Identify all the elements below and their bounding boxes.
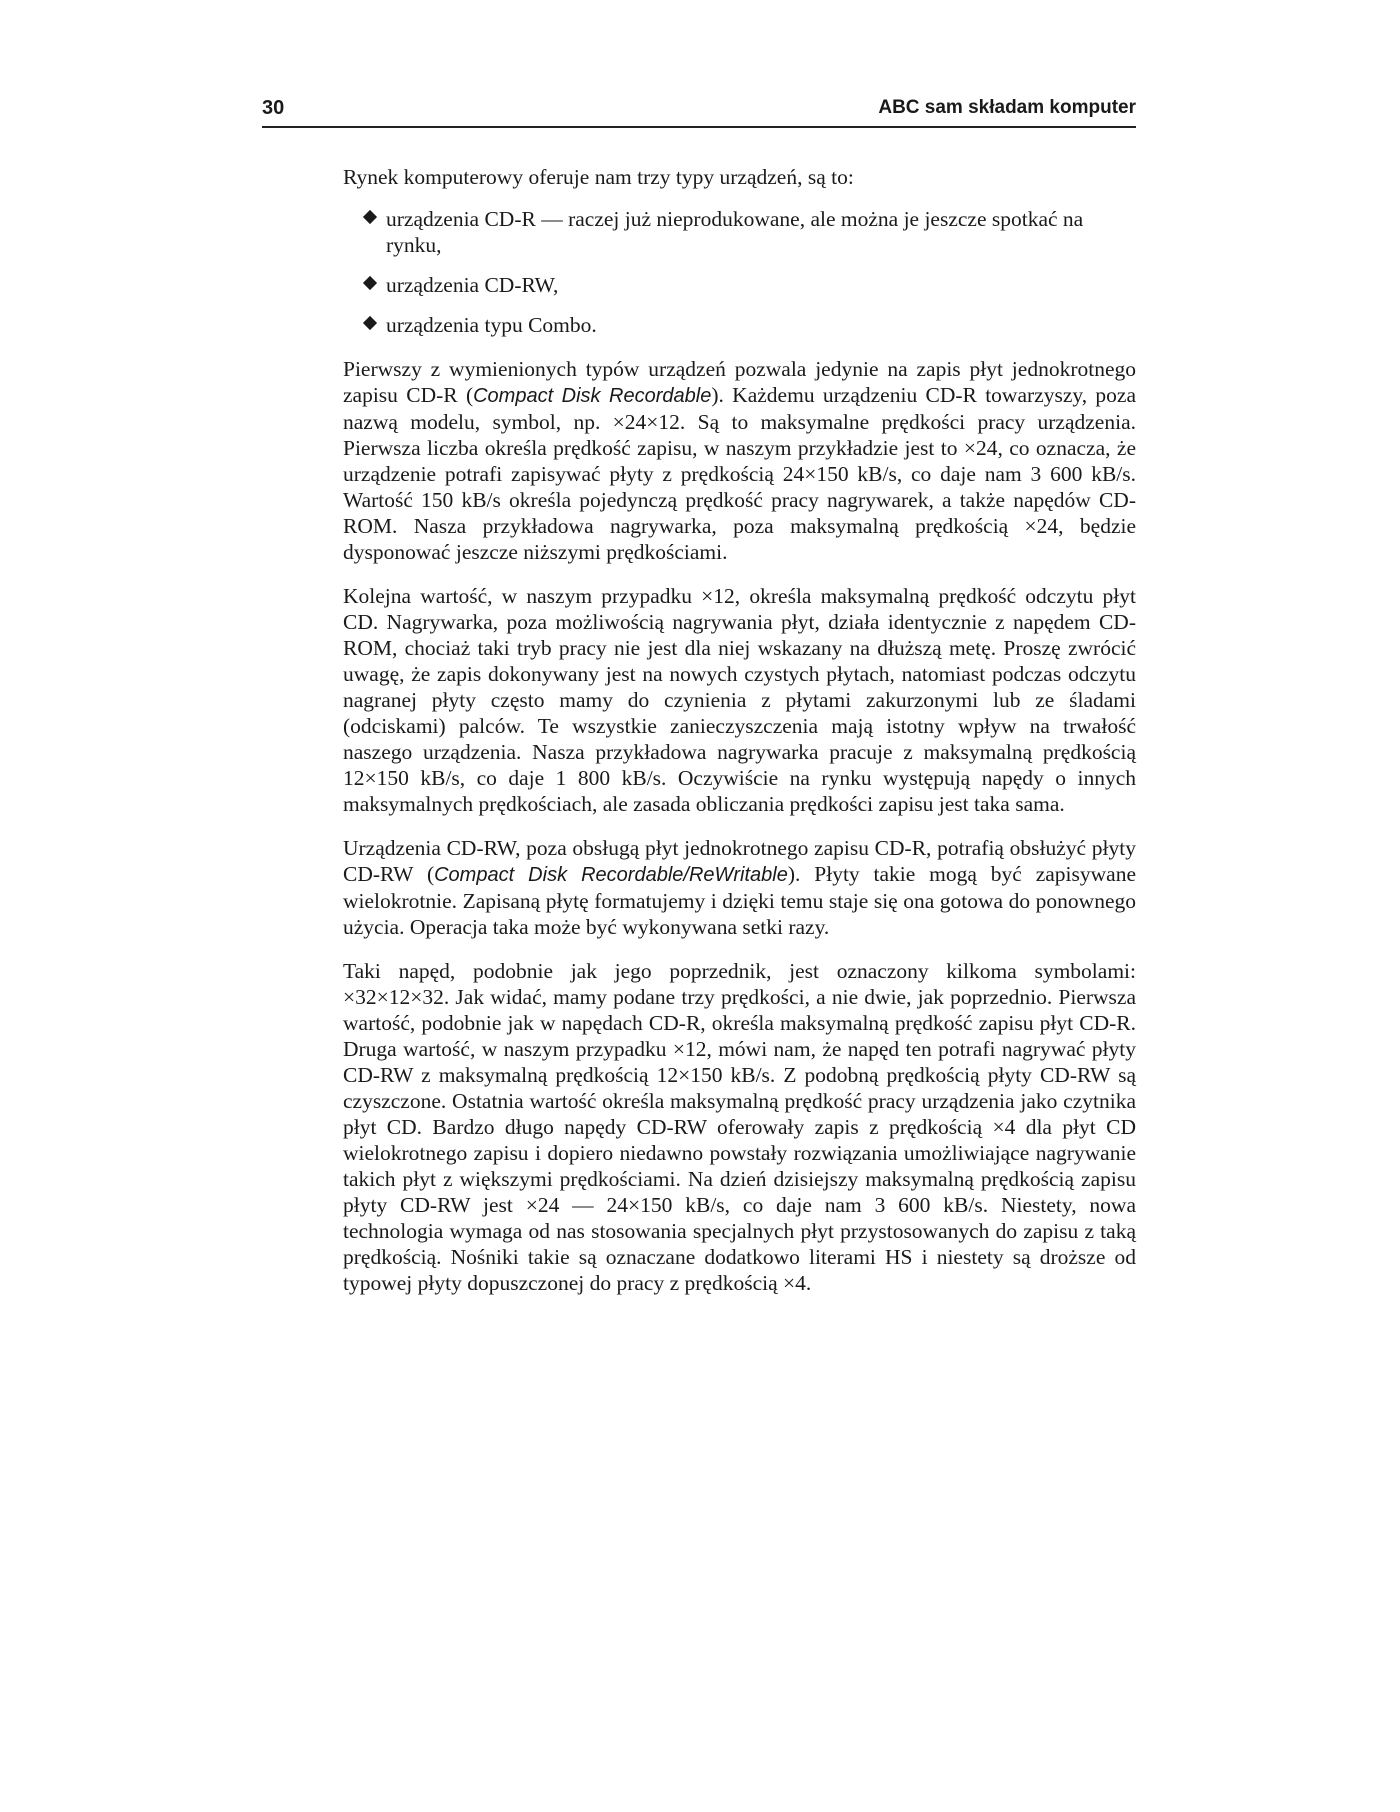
page-number: 30 bbox=[262, 97, 285, 119]
list-item-text: urządzenia typu Combo. bbox=[386, 313, 597, 337]
paragraph-cd-rw bbox=[343, 835, 1136, 940]
paragraph-cd-r bbox=[343, 356, 1136, 565]
list-item bbox=[343, 206, 1136, 258]
list-item bbox=[343, 272, 1136, 298]
list-item-text: urządzenia CD-RW, bbox=[386, 273, 559, 297]
list-item-text: urządzenia CD-R — raczej już nieprodukowane, ale można je jeszcze spotkać na rynku, bbox=[386, 207, 1084, 257]
page-header bbox=[262, 96, 1136, 128]
bullet-list bbox=[343, 206, 1136, 338]
paragraph-read-speed: Kolejna wartość, w naszym przypadku ×12, określa maksymalną prędkość odczytu płyt CD. Nagrywarka, poza możliwością nagrywania płyt, działa identycznie z napędem CD-ROM, chociaż taki tryb pracy nie jest dla niej wskazany na dłuższą metę. Proszę zwrócić uwagę, że zapis dokonywany jest na nowych czystych płytach, natomiast podczas odczytu nagranej płyty często mamy do czynienia z płytami zakurzonymi lub ze śladami (odciskami) palców. Te wszystkie zanieczyszczenia mają istotny wpływ na trwałość naszego urządzenia. Nasza przykładowa nagrywarka pracuje z maksymalną prędkością 12×150 kB/s, co daje 1 800 kB/s. Oczywiście na rynku występują napędy o innych maksymalnych prędkościach, ale zasada obliczania prędkości zapisu jest taka sama. bbox=[343, 584, 1136, 816]
diamond-bullet-icon bbox=[363, 316, 377, 330]
paragraph-text: Urządzenia CD-RW, poza obsługą płyt jednokrotnego zapisu CD-R, potrafią obsłużyć płyty CD-RW ( bbox=[343, 836, 1136, 886]
paragraph-text: ). Każdemu urządzeniu CD-R towarzyszy, poza nazwą modelu, symbol, np. ×24×12. Są to maksymalne prędkości pracy urządzenia. Pierwsza liczba określa prędkość zapisu, w naszym przykładzie jest to ×24, co oznacza, że urządzenie potrafi zapisywać płyty z prędkością 24×150 kB/s, co daje nam 3 600 kB/s. Wartość 150 kB/s określa pojedynczą prędkość pracy nagrywarek, a także napędów CD-ROM. Nasza przykładowa nagrywarka, poza maksymalną prędkością ×24, będzie dysponować jeszcze niższymi prędkościami. bbox=[343, 383, 1136, 564]
running-head: ABC sam składam komputer bbox=[878, 97, 1136, 118]
term-italic: Compact Disk Recordable bbox=[473, 385, 712, 407]
paragraph-cd-rw-speeds: Taki napęd, podobnie jak jego poprzednik, jest oznaczony kilkoma symbolami: ×32×12×32. Jak widać, mamy podane trzy prędkości, a nie dwie, jak poprzednio. Pierwsza wartość, podobnie jak w napędach CD-R, określa maksymalną prędkość zapisu płyt CD-R. Druga wartość, w naszym przypadku ×12, mówi nam, że napęd ten potrafi nagrywać płyty CD-RW z maksymalną prędkością 12×150 kB/s. Z podobną prędkością płyty CD-RW są czyszczone. Ostatnia wartość określa maksymalną prędkość pracy urządzenia jako czytnika płyt CD. Bardzo długo napędy CD-RW oferowały zapis z prędkością ×4 dla płyt CD wielokrotnego zapisu i dopiero niedawno powstały rozwiązania umożliwiające nagrywanie takich płyt z większymi prędkościami. Na dzień dzisiejszy maksymalną prędkością zapisu płyty CD-RW jest ×24 — 24×150 kB/s, co daje nam 3 600 kB/s. Niestety, nowa technologia wymaga od nas stosowania specjalnych płyt przystosowanych do zapisu z taką prędkością. Nośniki takie są oznaczane dodatkowo literami HS i niestety są droższe od typowej płyty dopuszczonej do pracy z prędkością ×4. bbox=[343, 959, 1136, 1295]
diamond-bullet-icon bbox=[363, 210, 377, 224]
diamond-bullet-icon bbox=[363, 276, 377, 290]
term-italic: Compact Disk Recordable/ReWritable bbox=[434, 864, 788, 886]
list-item bbox=[343, 312, 1136, 338]
paragraph-text: Pierwszy z wymienionych typów urządzeń pozwala jedynie na zapis płyt jednokrotnego zapisu CD-R ( bbox=[343, 357, 1136, 407]
intro-paragraph: Rynek komputerowy oferuje nam trzy typy urządzeń, są to: bbox=[343, 165, 854, 189]
paragraph-text: ). Płyty takie mogą być zapisywane wielokrotnie. Zapisaną płytę formatujemy i dzięki temu staje się ona gotowa do ponownego użycia. Operacja taka może być wykonywana setki razy. bbox=[343, 862, 1136, 939]
page-body bbox=[343, 164, 1136, 1314]
